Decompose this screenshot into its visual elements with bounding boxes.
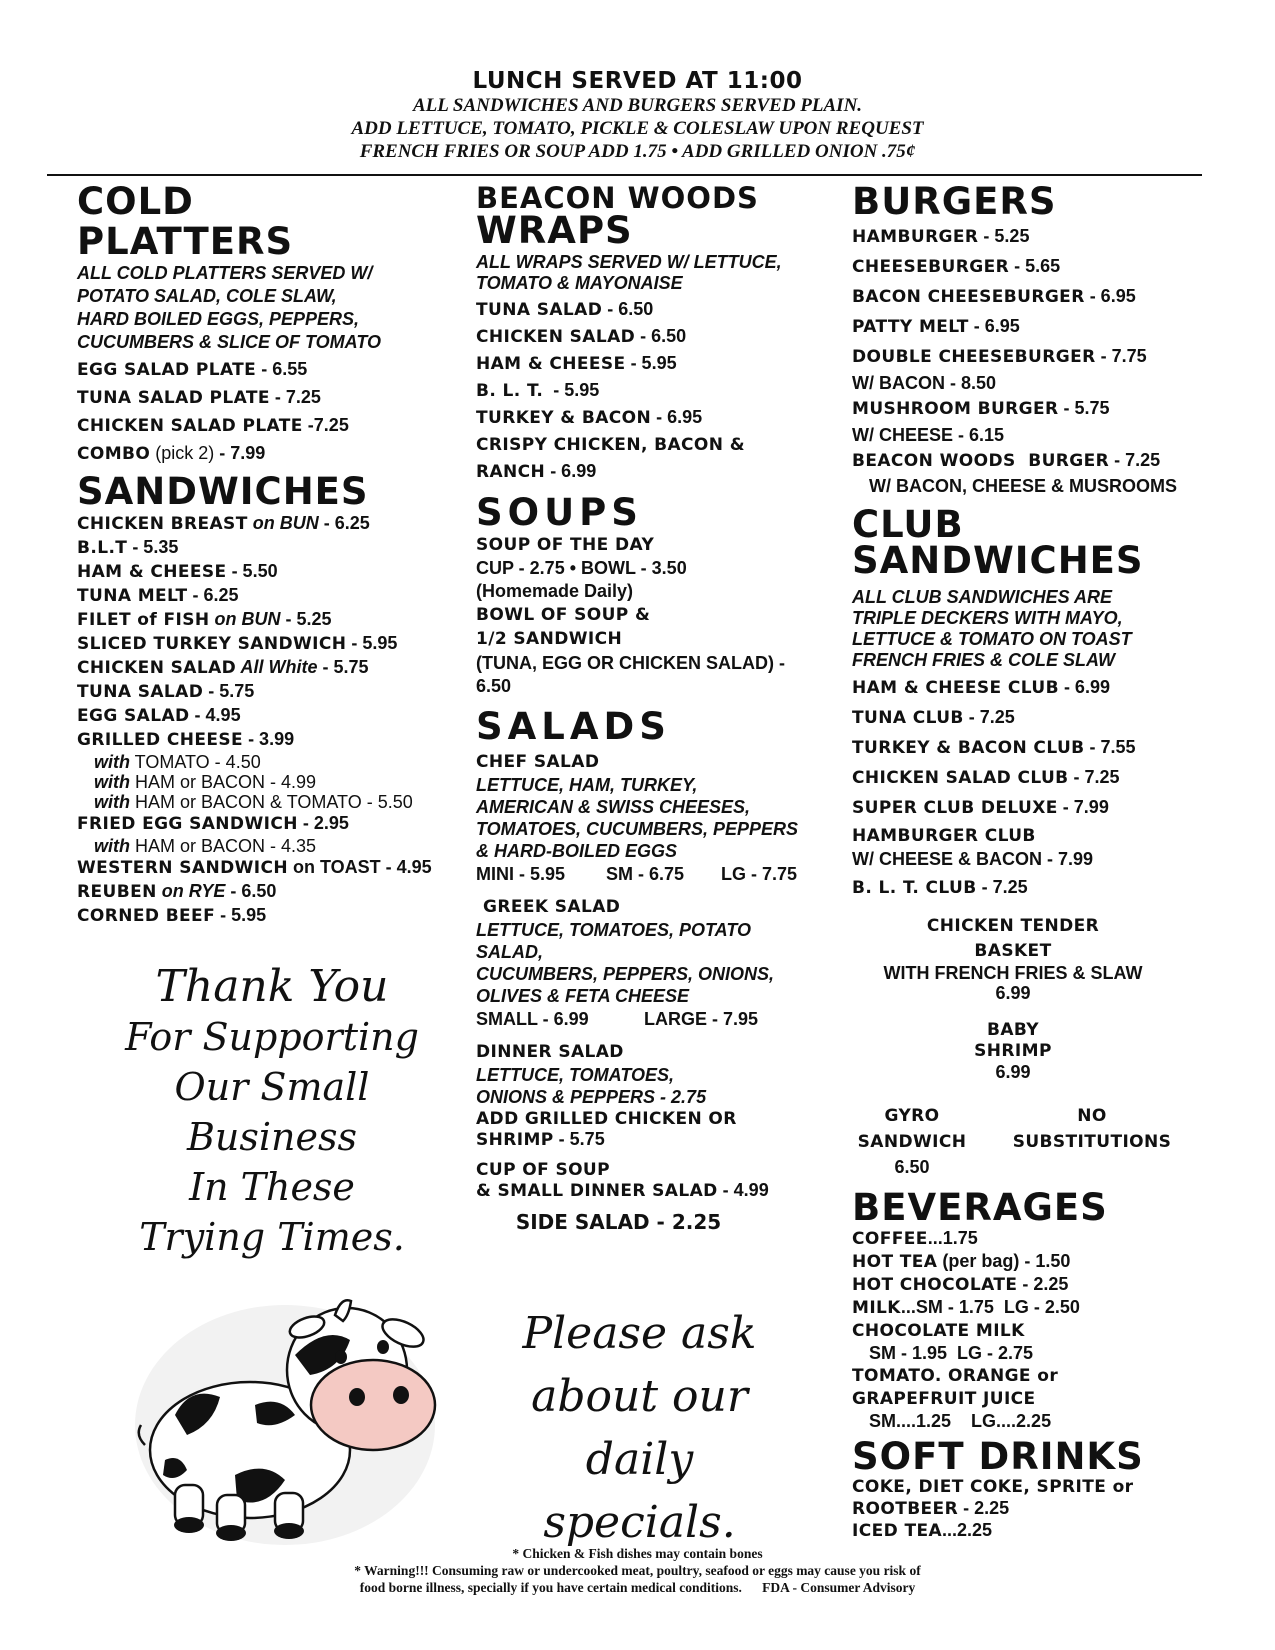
item-price: - 2.25 (958, 1498, 1010, 1518)
menu-item-option: W/ BACON, CHEESE & MUSROOMS (869, 476, 1178, 496)
item-price: - 7.99 (214, 443, 266, 463)
menu-item (77, 856, 477, 880)
item-name: COMBO (77, 444, 151, 464)
item-name: COKE, DIET COKE, SPRITE or (852, 1477, 1134, 1497)
menu-item (476, 627, 846, 651)
gyro-and-substitutions (852, 1103, 1237, 1179)
item-name: CRISPY CHICKEN, BACON & (476, 435, 745, 455)
menu-item (476, 458, 846, 485)
item-price: - 6.95 (1084, 286, 1136, 306)
wraps-heading-1: BEACON WOODS (476, 181, 759, 215)
gyro-sandwich (852, 1103, 972, 1179)
item-name: WESTERN SANDWICH (77, 858, 288, 878)
item-price: - 6.50 (225, 881, 277, 901)
menu-item (852, 394, 1237, 424)
item-price: - 2.75 (655, 1087, 707, 1107)
menu-item (77, 904, 477, 928)
description-line: OLIVES & FETA CHEESE (476, 986, 690, 1006)
item-name: BABY (986, 1020, 1040, 1040)
menu-item-option (77, 836, 477, 856)
size-price: SMALL - 6.99 (476, 1009, 589, 1029)
menu-item (852, 1296, 1237, 1319)
item-price: - 6.55 (256, 359, 308, 379)
item-name: 1/2 SANDWICH (476, 629, 623, 649)
menu-item (476, 603, 846, 627)
menu-item (77, 512, 477, 536)
item-modifier: with (94, 772, 130, 792)
dinner-salad-description (476, 1064, 846, 1108)
specials-line: specials. (543, 1497, 736, 1548)
item-price: - 7.25 (1068, 767, 1120, 787)
item-name: HOT TEA (852, 1252, 938, 1272)
footer-line: * Chicken & Fish dishes may contain bones (512, 1546, 763, 1561)
item-price: - 5.95 (346, 633, 398, 653)
menu-item-option: W/ BACON - 8.50 (852, 373, 997, 393)
note-line: ALL CLUB SANDWICHES ARE (852, 587, 1112, 607)
cold-platters-title-2: PLATTERS (77, 220, 294, 263)
item-price: - 6.99 (1058, 677, 1110, 697)
menu-item-option (77, 792, 477, 812)
item-price: - 4.95 (189, 705, 241, 725)
item-description: (TUNA, EGG OR CHICKEN SALAD) - (476, 653, 785, 673)
item-name: CHICKEN SALAD PLATE (77, 416, 303, 436)
item-price: 6.99 (995, 983, 1031, 1003)
item-name: BOWL OF SOUP & (476, 605, 651, 625)
column-middle (476, 182, 846, 1554)
item-modifier: on BUN (209, 609, 281, 629)
item-name: B. L. T. (476, 381, 544, 401)
item-price: - 4.99 (717, 1180, 769, 1200)
thank-you-line: Trying Times. (139, 1215, 405, 1259)
item-price: 6.50 (476, 676, 512, 696)
item-price: - 7.75 (1095, 346, 1147, 366)
item-price: - 5.25 (978, 226, 1030, 246)
description-line: & HARD-BOILED EGGS (476, 841, 678, 861)
menu-item-option (77, 752, 477, 772)
item-name: REUBEN (77, 882, 157, 902)
menu-item (77, 536, 477, 560)
item-option-text: HAM or BACON & TOMATO - 5.50 (130, 792, 413, 812)
item-option-text: HAM or BACON - 4.99 (130, 772, 317, 792)
item-option-text: TOMATO - 4.50 (130, 752, 261, 772)
item-name: CHICKEN TENDER (926, 916, 1100, 936)
menu-item (77, 356, 477, 384)
item-name: TURKEY & BACON CLUB (852, 738, 1085, 758)
note-line: LETTUCE & TOMATO ON TOAST (852, 629, 1132, 649)
item-modifier: with (94, 836, 130, 856)
menu-item (476, 894, 846, 919)
item-price: 6.50 (894, 1157, 930, 1177)
menu-item (476, 749, 846, 774)
item-modifier: with (94, 752, 130, 772)
item-name: ADD GRILLED CHICKEN OR (476, 1109, 737, 1129)
menu-item (852, 823, 1237, 848)
item-name: HAM & CHEESE (77, 562, 227, 582)
note-line: TRIPLE DECKERS WITH MAYO, (852, 608, 1123, 628)
note-line: ALL COLD PLATTERS SERVED W/ (77, 263, 373, 283)
menu-item (476, 1039, 846, 1064)
menu-item (476, 377, 846, 404)
item-name: ROOTBEER (852, 1499, 959, 1519)
chicken-tender-basket (852, 913, 1174, 1003)
menu-item (77, 632, 477, 656)
item-name: TOMATO. ORANGE or (852, 1366, 1059, 1386)
size-price: MINI - 5.95 (476, 864, 566, 884)
item-name: BASKET (974, 941, 1052, 961)
description-line: LETTUCE, HAM, TURKEY, (476, 775, 698, 795)
size-price: LARGE - 7.95 (644, 1009, 759, 1029)
item-name: TUNA SALAD (77, 682, 204, 702)
specials-line: Please ask (522, 1308, 757, 1359)
item-price: - 6.50 (635, 326, 687, 346)
item-name: HAMBURGER CLUB (852, 826, 1036, 846)
item-description: WITH FRENCH FRIES & SLAW (883, 963, 1143, 983)
menu-item (852, 763, 1237, 793)
column-right (852, 182, 1237, 1542)
item-name: SANDWICH (857, 1132, 967, 1152)
chef-salad-description (476, 774, 846, 862)
club-note (852, 587, 1237, 671)
soft-drinks-heading: SOFT DRINKS (852, 1435, 1144, 1478)
description-line: AMERICAN & SWISS CHEESES, (476, 797, 751, 817)
item-price: - 2.25 (1017, 1274, 1069, 1294)
item-price: - 6.25 (318, 513, 370, 533)
menu-item (852, 282, 1237, 312)
soups-heading: SOUPS (476, 491, 643, 534)
item-name: BACON CHEESEBURGER (852, 287, 1085, 307)
description-line: SALAD, (476, 942, 543, 962)
item-price: - 5.95 (543, 380, 600, 400)
club-title-2: SANDWICHES (852, 539, 1144, 582)
item-name: CUP OF SOUP (476, 1160, 611, 1180)
item-name: SLICED TURKEY SANDWICH (77, 634, 347, 654)
menu-item-option (77, 772, 477, 792)
header-divider (47, 174, 1202, 176)
item-price: SM - 1.95 LG - 2.75 (869, 1343, 1034, 1363)
note-line: CUCUMBERS & SLICE OF TOMATO (77, 332, 382, 352)
item-price: - 6.95 (651, 407, 703, 427)
item-name: EGG SALAD (77, 706, 190, 726)
item-price: - 6.50 (602, 299, 654, 319)
item-name: DINNER SALAD (476, 1042, 624, 1062)
item-price: ...SM - 1.75 LG - 2.50 (900, 1297, 1080, 1317)
item-name: CHICKEN SALAD (476, 327, 636, 347)
description-line: LETTUCE, TOMATOES, POTATO (476, 920, 752, 940)
menu-item (77, 412, 477, 440)
wraps-heading-2: WRAPS (476, 209, 633, 252)
item-option-text: HAM or BACON - 4.35 (130, 836, 317, 856)
menu-item (476, 296, 846, 323)
item-price: - 3.99 (243, 729, 295, 749)
beverages-heading: BEVERAGES (852, 1186, 1108, 1229)
item-name: B. L. T. CLUB (852, 878, 977, 898)
item-price: - 7.25 (1109, 450, 1161, 470)
baby-shrimp (852, 1019, 1174, 1083)
item-name: CORNED BEEF (77, 906, 216, 926)
menu-item (77, 812, 477, 836)
menu-item (852, 1476, 1237, 1498)
menu-header (0, 68, 1275, 163)
menu-item (77, 440, 477, 468)
description-line (476, 1086, 846, 1108)
menu-item (852, 673, 1237, 703)
size-price: LG - 7.75 (721, 864, 798, 884)
description-line: CUCUMBERS, PEPPERS, ONIONS, (476, 964, 775, 984)
item-name: TURKEY & BACON (476, 408, 652, 428)
item-price: - 7.25 (269, 387, 321, 407)
menu-item (476, 1159, 846, 1180)
item-price: - 7.55 (1084, 737, 1136, 757)
item-name: HAM & CHEESE CLUB (852, 678, 1059, 698)
thank-you-line: Thank You (155, 961, 389, 1012)
item-price: - 6.95 (968, 316, 1020, 336)
item-name: CHICKEN BREAST (77, 514, 248, 534)
item-price: - 7.25 (976, 877, 1028, 897)
menu-item (77, 728, 477, 752)
note-line: TOMATO & MAYONAISE (476, 273, 683, 293)
menu-item (852, 1387, 1237, 1410)
thank-you-line: For Supporting (125, 1015, 419, 1059)
notice-text: NO (1077, 1106, 1107, 1126)
item-price: - 5.75 (553, 1129, 605, 1149)
greek-salad-description (476, 919, 846, 1007)
menu-item (852, 1273, 1237, 1296)
item-price: - 5.65 (1009, 256, 1061, 276)
item-price: - 5.25 (280, 609, 332, 629)
menu-item (476, 323, 846, 350)
item-price: - 5.75 (203, 681, 255, 701)
item-price: (per bag) - 1.50 (937, 1251, 1071, 1271)
item-modifier: on RYE (156, 881, 226, 901)
menu-item (852, 1520, 1237, 1542)
item-name: MILK (852, 1298, 901, 1318)
lunch-served-title: LUNCH SERVED AT 11:00 (472, 68, 803, 94)
item-name: COFFEE (852, 1229, 928, 1249)
salads-heading: SALADS (476, 705, 671, 748)
item-note: (Homemade Daily) (476, 581, 634, 601)
item-name: GYRO (884, 1106, 940, 1126)
menu-item (77, 680, 477, 704)
greek-salad-sizes (476, 1007, 846, 1031)
menu-item (476, 1129, 846, 1150)
item-price: - 5.50 (226, 561, 278, 581)
footer-advisory (0, 1545, 1275, 1596)
item-price: on TOAST - 4.95 (287, 857, 432, 877)
thank-you-line: Our Small (174, 1065, 370, 1109)
wraps-note (476, 252, 846, 294)
menu-item (852, 446, 1237, 476)
item-name: MUSHROOM BURGER (852, 399, 1059, 419)
menu-item-option: W/ CHEESE - 6.15 (852, 425, 1005, 445)
footer-line: food borne illness, specially if you have certain medical conditions. FDA - Consumer Advisory (359, 1580, 916, 1595)
item-name: SOUP OF THE DAY (476, 535, 655, 555)
item-name: HOT CHOCOLATE (852, 1275, 1018, 1295)
menu-item (476, 404, 846, 431)
menu-item (77, 880, 477, 904)
column-left (77, 182, 477, 1262)
item-price: - 5.75 (1058, 398, 1110, 418)
item-name: DOUBLE CHEESEBURGER (852, 347, 1096, 367)
specials-line: about our daily (531, 1371, 748, 1485)
no-substitutions (992, 1103, 1192, 1179)
menu-item (852, 1227, 1237, 1250)
thank-you-line: In These (189, 1165, 355, 1209)
header-line-2: ADD LETTUCE, TOMATO, PICKLE & COLESLAW UPON REQUEST (351, 118, 924, 139)
item-price: - 2.95 (297, 813, 349, 833)
menu-item (77, 560, 477, 584)
menu-item (852, 1250, 1237, 1273)
menu-item (852, 793, 1237, 823)
description-line: LETTUCE, TOMATOES, (476, 1065, 675, 1085)
menu-item (852, 342, 1237, 372)
cold-platters-note (77, 262, 477, 354)
item-price: -7.25 (302, 415, 349, 435)
side-salad: SIDE SALAD - 2.25 (515, 1210, 722, 1234)
description-line: TOMATOES, CUCUMBERS, PEPPERS (476, 819, 799, 839)
item-name: RANCH (476, 462, 546, 482)
menu-item (852, 252, 1237, 282)
menu-item (476, 431, 846, 458)
menu-item (852, 1319, 1237, 1342)
menu-item (77, 656, 477, 680)
menu-item (476, 350, 846, 377)
club-sandwiches-heading (852, 503, 1237, 582)
item-price: - 5.35 (127, 537, 179, 557)
description-text: ONIONS & PEPPERS (476, 1087, 656, 1107)
burgers-heading: BURGERS (852, 180, 1057, 223)
item-price: - 5.95 (215, 905, 267, 925)
menu-item (852, 703, 1237, 733)
club-title-1: CLUB (852, 503, 964, 546)
item-name: HAM & CHEESE (476, 354, 626, 374)
header-line-1: ALL SANDWICHES AND BURGERS SERVED PLAIN. (412, 95, 863, 116)
menu-item (852, 222, 1237, 252)
item-price: 6.99 (995, 1062, 1031, 1082)
item-price: - 6.99 (545, 461, 597, 481)
menu-item (852, 1498, 1237, 1520)
size-price: SM - 6.75 (606, 864, 685, 884)
item-name: SHRIMP (974, 1041, 1052, 1061)
item-name: HAMBURGER (852, 227, 979, 247)
menu-item (77, 608, 477, 632)
menu-item (852, 733, 1237, 763)
menu-item (77, 704, 477, 728)
menu-item (476, 1180, 846, 1201)
thank-you-line: Business (186, 1115, 358, 1159)
item-price: - 5.95 (625, 353, 677, 373)
note-line: HARD BOILED EGGS, PEPPERS, (77, 309, 360, 329)
item-name: FRIED EGG SANDWICH (77, 814, 298, 834)
menu-item-option: W/ CHEESE & BACON - 7.99 (852, 849, 1094, 869)
item-name: CHICKEN SALAD (77, 658, 237, 678)
item-price: - 5.75 (317, 657, 369, 677)
chef-salad-sizes (476, 862, 846, 886)
cold-platters-heading (77, 182, 477, 262)
menu-item (476, 533, 846, 556)
item-price: - 7.99 (1057, 797, 1109, 817)
item-modifier: with (94, 792, 130, 812)
item-name: ICED TEA (852, 1521, 943, 1541)
menu-item (77, 584, 477, 608)
item-name: GREEK SALAD (483, 897, 621, 917)
item-name: EGG SALAD PLATE (77, 360, 257, 380)
item-modifier: (pick 2) (150, 443, 215, 463)
item-price: CUP - 2.75 • BOWL - 3.50 (476, 558, 687, 578)
item-price: ...1.75 (927, 1228, 978, 1248)
item-name: TUNA SALAD (476, 300, 603, 320)
item-name: BEACON WOODS BURGER (852, 451, 1110, 471)
item-name: TUNA CLUB (852, 708, 964, 728)
item-price: ...2.25 (942, 1520, 993, 1540)
daily-specials-message (472, 1302, 807, 1554)
item-name: TUNA SALAD PLATE (77, 388, 270, 408)
sandwiches-heading: SANDWICHES (77, 470, 369, 513)
menu-item (852, 870, 1237, 905)
item-price: - 7.25 (963, 707, 1015, 727)
item-name: SHRIMP (476, 1130, 554, 1150)
note-line: POTATO SALAD, COLE SLAW, (77, 286, 337, 306)
item-name: CHICKEN SALAD CLUB (852, 768, 1069, 788)
item-name: FILET of FISH (77, 610, 210, 630)
item-name: PATTY MELT (852, 317, 969, 337)
item-name: SUPER CLUB DELUXE (852, 798, 1058, 818)
menu-item (852, 312, 1237, 342)
footer-line: * Warning!!! Consuming raw or undercooked meat, poultry, seafood or eggs may cause you risk of (354, 1563, 921, 1578)
item-name: GRILLED CHEESE (77, 730, 244, 750)
notice-text: SUBSTITUTIONS (1012, 1132, 1172, 1152)
note-line: FRENCH FRIES & COLE SLAW (852, 650, 1116, 670)
item-name: GRAPEFRUIT JUICE (852, 1389, 1036, 1409)
thank-you-message (77, 962, 467, 1262)
item-modifier: on BUN (247, 513, 319, 533)
item-name: & SMALL DINNER SALAD (476, 1181, 718, 1201)
item-name: TUNA MELT (77, 586, 188, 606)
item-name: CHOCOLATE MILK (852, 1321, 1025, 1341)
item-modifier: All White (236, 657, 318, 677)
item-price: - 6.25 (187, 585, 239, 605)
header-line-3: FRENCH FRIES OR SOUP ADD 1.75 • ADD GRILLED ONION .75¢ (359, 141, 916, 162)
menu-item (77, 384, 477, 412)
item-name: CHEF SALAD (476, 752, 600, 772)
cow-illustration (135, 1285, 440, 1545)
item-name: B.L.T (77, 538, 128, 558)
item-price: SM....1.25 LG....2.25 (869, 1411, 1052, 1431)
cold-platters-title-1: COLD (77, 180, 194, 223)
menu-item (476, 1108, 846, 1129)
item-name: CHEESEBURGER (852, 257, 1010, 277)
menu-item (852, 1364, 1237, 1387)
note-line: ALL WRAPS SERVED W/ LETTUCE, (476, 252, 782, 272)
